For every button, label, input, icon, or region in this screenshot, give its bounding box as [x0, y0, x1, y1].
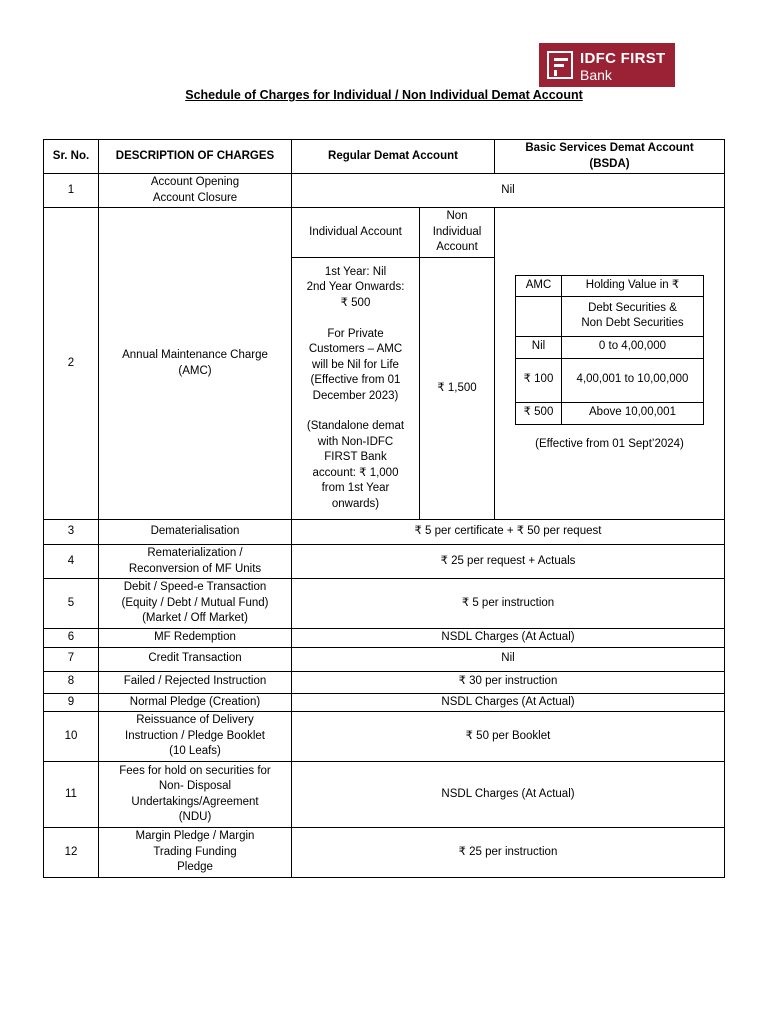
row-description: MF Redemption — [99, 629, 292, 648]
description-line: Non- Disposal — [158, 780, 232, 793]
row-sr-no: 1 — [44, 174, 99, 208]
description-line: Reissuance of Delivery — [136, 714, 254, 727]
charge-line: FIRST Bank — [324, 451, 387, 464]
header-line: Account — [436, 241, 478, 254]
logo-text-bank: Bank — [580, 67, 612, 83]
table-row — [44, 579, 725, 629]
row-value: ₹ 50 per Booklet — [292, 712, 725, 762]
row-sr-no: 5 — [44, 579, 99, 629]
charge-line: Customers – AMC — [308, 343, 403, 356]
row-sr-no: 10 — [44, 712, 99, 762]
row-description: Failed / Rejected Instruction — [99, 671, 292, 693]
table-row — [44, 545, 725, 579]
description-line: Rematerialization / — [147, 547, 243, 560]
header-sr-no: Sr. No. — [44, 140, 99, 174]
bsda-row — [516, 402, 704, 424]
row-value: ₹ 5 per instruction — [292, 579, 725, 629]
table-row — [44, 520, 725, 545]
bsda-holding-value: Above 10,00,001 — [562, 402, 704, 424]
charge-line: onwards) — [331, 497, 380, 510]
description-line: Reconversion of MF Units — [128, 562, 262, 575]
row-description — [99, 762, 292, 828]
charge-line: For Private — [327, 327, 384, 340]
non-individual-account-charge: ₹ 1,500 — [420, 258, 495, 520]
row-value: ₹ 30 per instruction — [292, 671, 725, 693]
charge-line: 1st Year: Nil — [324, 265, 387, 278]
bsda-effective-note: (Effective from 01 Sept’2024) — [535, 437, 684, 450]
charge-line: with Non-IDFC — [317, 435, 394, 448]
row-value: NSDL Charges (At Actual) — [292, 629, 725, 648]
row-description — [99, 208, 292, 520]
row-sr-no: 8 — [44, 671, 99, 693]
description-line: (10 Leafs) — [169, 745, 221, 758]
bsda-amc-value: Nil — [516, 336, 562, 358]
charge-line: from 1st Year — [321, 482, 390, 495]
row-sr-no: 9 — [44, 693, 99, 712]
idfc-first-bank-logo — [539, 43, 675, 87]
description-line: Annual Maintenance Charge — [122, 349, 268, 362]
description-line: (Equity / Debt / Mutual Fund) — [121, 596, 269, 609]
document-title: Schedule of Charges for Individual / Non Individual Demat Account — [185, 88, 583, 102]
bsda-category-row — [516, 296, 704, 336]
row-sr-no: 2 — [44, 208, 99, 520]
row-value: NSDL Charges (At Actual) — [292, 693, 725, 712]
row-sr-no: 6 — [44, 629, 99, 648]
table-row — [44, 693, 725, 712]
row-value: NSDL Charges (At Actual) — [292, 762, 725, 828]
table-row — [44, 671, 725, 693]
table-row — [44, 712, 725, 762]
bsda-amc-value: ₹ 100 — [516, 358, 562, 402]
individual-account-charges — [292, 258, 420, 520]
charge-line: 2nd Year Onwards: — [306, 281, 405, 294]
charge-line: (Standalone demat — [306, 420, 405, 433]
row-description: Credit Transaction — [99, 647, 292, 671]
row-sr-no: 7 — [44, 647, 99, 671]
charge-line: will be Nil for Life — [312, 358, 399, 371]
row-value: Nil — [292, 647, 725, 671]
description-line: Margin Pledge / Margin — [135, 830, 255, 843]
logo-text-brand: IDFC FIRST — [580, 50, 666, 67]
table-header-row — [44, 140, 725, 174]
row-value: ₹ 5 per certificate + ₹ 50 per request — [292, 520, 725, 545]
bsda-amc-table — [515, 275, 704, 425]
header-line: Individual — [432, 225, 482, 238]
category-line: Non Debt Securities — [581, 317, 684, 330]
bsda-holding-value: 0 to 4,00,000 — [562, 336, 704, 358]
description-line: Fees for hold on securities for — [119, 764, 271, 777]
row-description — [99, 545, 292, 579]
description-line: Instruction / Pledge Booklet — [125, 729, 265, 742]
description-line: Undertakings/Agreement — [131, 795, 259, 808]
description-line: (NDU) — [178, 811, 212, 824]
table-row — [44, 174, 725, 208]
header-regular-demat: Regular Demat Account — [292, 140, 495, 174]
header-bsda — [495, 140, 725, 174]
bsda-col-amc: AMC — [516, 276, 562, 297]
table-row — [44, 647, 725, 671]
individual-account-header: Individual Account — [292, 208, 420, 258]
row-description — [99, 712, 292, 762]
description-line: (AMC) — [178, 364, 212, 377]
row-description — [99, 828, 292, 878]
row-description: Dematerialisation — [99, 520, 292, 545]
charge-line: (Effective from 01 — [310, 374, 401, 387]
description-line: Account Closure — [152, 191, 238, 204]
description-line: (Market / Off Market) — [142, 612, 248, 625]
bsda-row — [516, 336, 704, 358]
table-row — [44, 762, 725, 828]
charge-line: December 2023) — [312, 389, 399, 402]
table-row — [44, 629, 725, 648]
row-description: Normal Pledge (Creation) — [99, 693, 292, 712]
row-description — [99, 174, 292, 208]
row-sr-no: 12 — [44, 828, 99, 878]
description-line: Account Opening — [150, 176, 240, 189]
description-line: Pledge — [177, 861, 213, 874]
charge-line: ₹ 500 — [340, 296, 371, 309]
bsda-header-row — [516, 276, 704, 297]
description-line: Debit / Speed-e Transaction — [123, 581, 267, 594]
row-sr-no: 3 — [44, 520, 99, 545]
header-description: DESCRIPTION OF CHARGES — [99, 140, 292, 174]
bsda-col-holding: Holding Value in ₹ — [562, 276, 704, 297]
description-line: Trading Funding — [153, 845, 237, 858]
bsda-amc-value: ₹ 500 — [516, 402, 562, 424]
bsda-category — [562, 296, 704, 336]
non-individual-account-header — [420, 208, 495, 258]
bank-logo-icon — [547, 51, 573, 79]
charges-table — [43, 139, 725, 878]
header-line: Non — [446, 210, 468, 223]
row-value: Nil — [292, 174, 725, 208]
row-value: ₹ 25 per request + Actuals — [292, 545, 725, 579]
table-row — [44, 208, 725, 258]
row-description — [99, 579, 292, 629]
bsda-empty-cell — [516, 296, 562, 336]
bsda-holding-value: 4,00,001 to 10,00,000 — [562, 358, 704, 402]
header-bsda-line1: Basic Services Demat Account — [525, 142, 694, 154]
bsda-amc-cell — [495, 208, 725, 520]
header-bsda-line2: (BSDA) — [589, 157, 630, 170]
table-row — [44, 828, 725, 878]
row-sr-no: 11 — [44, 762, 99, 828]
charge-line: account: ₹ 1,000 — [312, 466, 399, 479]
bsda-row — [516, 358, 704, 402]
row-value: ₹ 25 per instruction — [292, 828, 725, 878]
row-sr-no: 4 — [44, 545, 99, 579]
category-line: Debt Securities & — [588, 301, 677, 314]
